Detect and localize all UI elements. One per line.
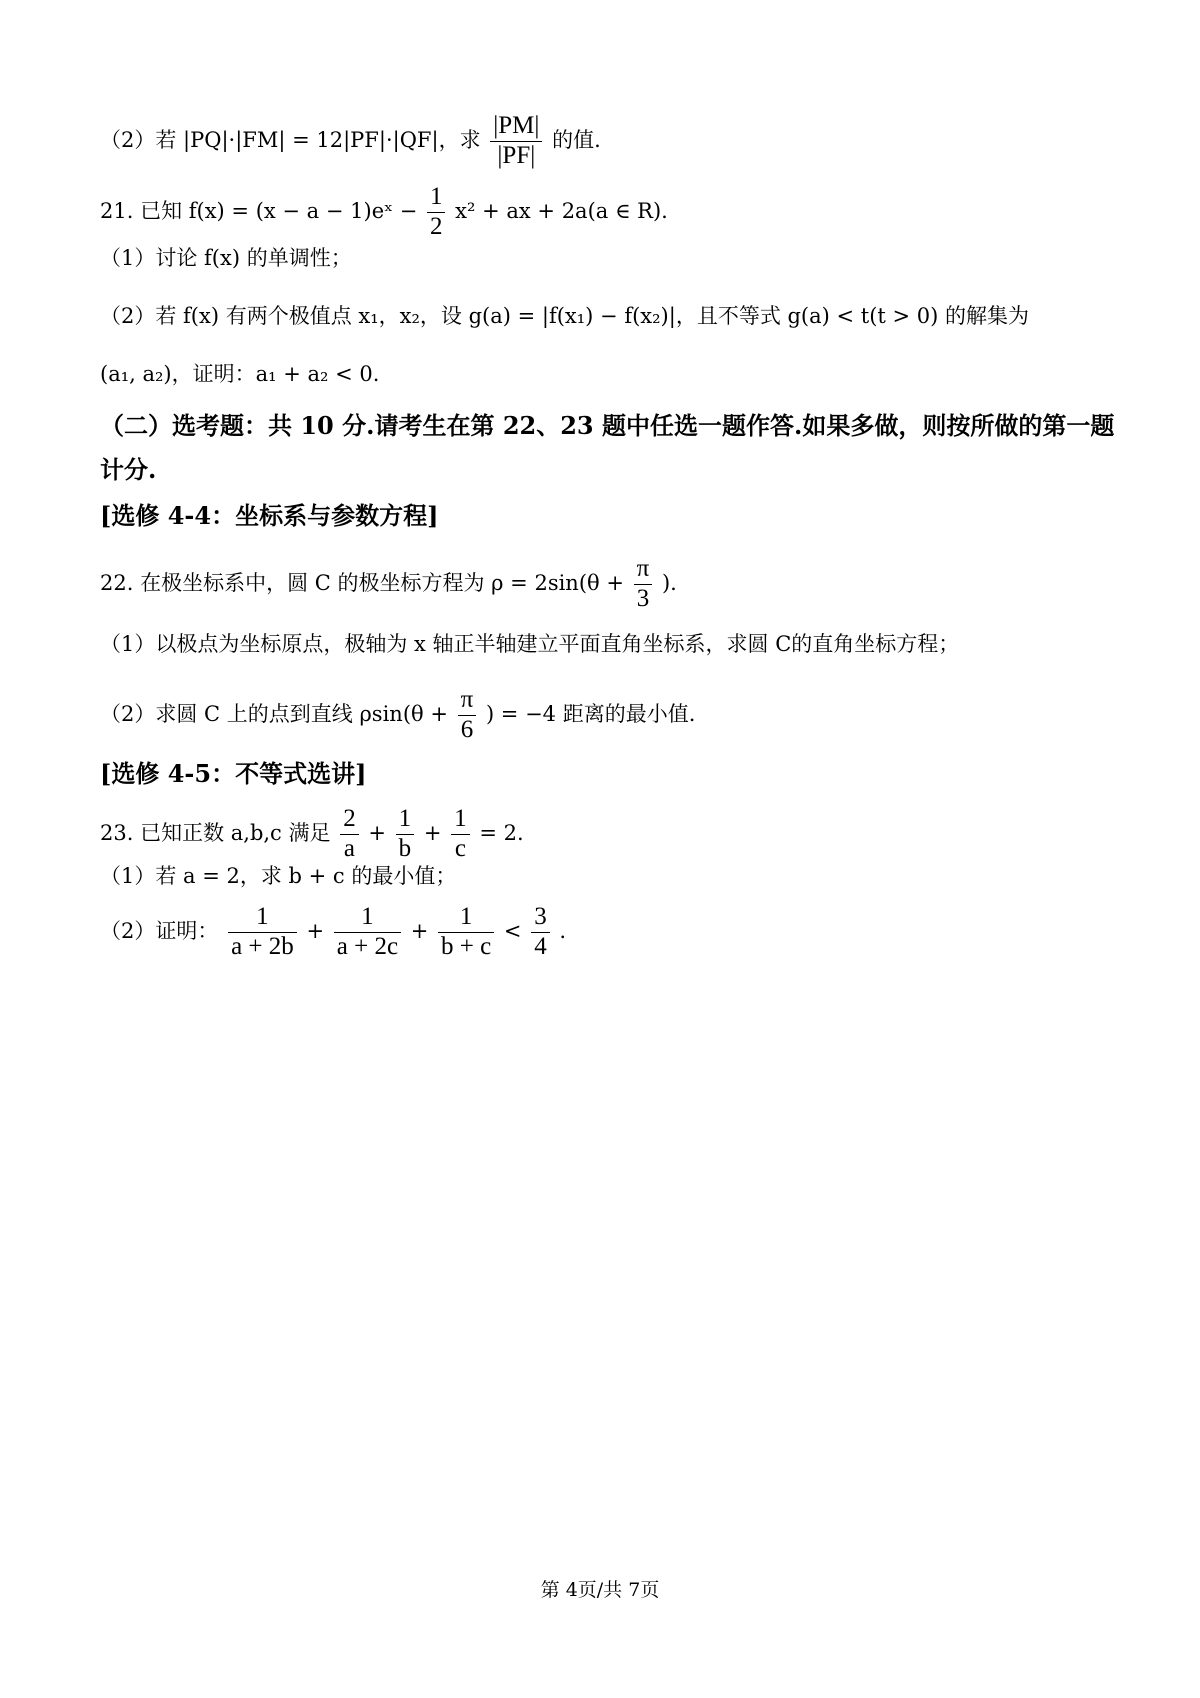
- q22-part2: （2）求圆 C 上的点到直线 ρsin(θ + $\frac{\pi}{6}$ ) = −4 距离的最小值.: [100, 686, 696, 743]
- elective-4-4-heading: [选修 4-4：坐标系与参数方程]: [100, 501, 439, 530]
- one-over-c-fraction: $\frac{1}{c}$: [451, 805, 470, 864]
- q20-part2-text: （2）若 |PQ|·|FM| = 12|PF|·|QF|，求: [100, 127, 481, 152]
- page-footer: 第 4页/共 7页: [540, 1579, 660, 1601]
- optional-section-heading-cont: 计分.: [100, 455, 157, 484]
- pm-over-pf-fraction: $\frac{|PM|}{|PF|}$: [490, 112, 542, 171]
- q21-stem-text: 21. 已知 f(x) = (x − a − 1)eˣ −: [100, 198, 418, 223]
- q21-stem: 21. 已知 f(x) = (x − a − 1)eˣ − $\frac{1}{2}$ x² + ax + 2a(a ∈ R).: [100, 183, 668, 240]
- inequality-fraction-3: $\frac{1}{b + c}$: [438, 903, 494, 962]
- q20-part2: （2）若 |PQ|·|FM| = 12|PF|·|QF|，求 $\frac{|PM|}{|PF|}$ 的值.: [100, 112, 601, 169]
- elective-4-5-heading: [选修 4-5：不等式选讲]: [100, 759, 367, 788]
- optional-section-heading: （二）选考题：共 10 分.请考生在第 22、23 题中任选一题作答.如果多做，则按所做的第一题: [100, 411, 1115, 440]
- pi-over-6-fraction: $\frac{\pi}{6}$: [458, 686, 477, 745]
- q22-part1: （1）以极点为坐标原点，极轴为 x 轴正半轴建立平面直角坐标系，求圆 C的直角坐标方程；: [100, 632, 960, 656]
- q23-part1: （1）若 a = 2，求 b + c 的最小值；: [100, 864, 457, 888]
- one-over-b-fraction: $\frac{1}{b}$: [396, 805, 415, 864]
- q21-part2-cont: (a₁, a₂)，证明：a₁ + a₂ < 0.: [100, 362, 380, 386]
- q21-part2: （2）若 f(x) 有两个极值点 x₁，x₂，设 g(a) = |f(x₁) − f(x₂)|，且不等式 g(a) < t(t > 0) 的解集为: [100, 304, 1030, 328]
- inequality-fraction-2: $\frac{1}{a + 2c}$: [334, 903, 401, 962]
- three-over-four-fraction: $\frac{3}{4}$: [531, 903, 550, 962]
- two-over-a-fraction: $\frac{2}{a}$: [340, 805, 359, 864]
- q23-part2: （2）证明： $\frac{1}{a + 2b}$ + $\frac{1}{a + 2c}$ + $\frac{1}{b + c}$ < $\frac{3}{4}$ .: [100, 903, 567, 960]
- half-fraction: $\frac{1}{2}$: [427, 183, 446, 242]
- q23-stem: 23. 已知正数 a,b,c 满足 $\frac{2}{a}$ + $\frac{1}{b}$ + $\frac{1}{c}$ = 2.: [100, 805, 524, 862]
- q22-stem: 22. 在极坐标系中，圆 C 的极坐标方程为 ρ = 2sin(θ + $\frac{\pi}{3}$ ).: [100, 555, 677, 612]
- pi-over-3-fraction: $\frac{\pi}{3}$: [634, 555, 653, 614]
- inequality-fraction-1: $\frac{1}{a + 2b}$: [228, 903, 297, 962]
- q21-part1: （1）讨论 f(x) 的单调性；: [100, 246, 352, 270]
